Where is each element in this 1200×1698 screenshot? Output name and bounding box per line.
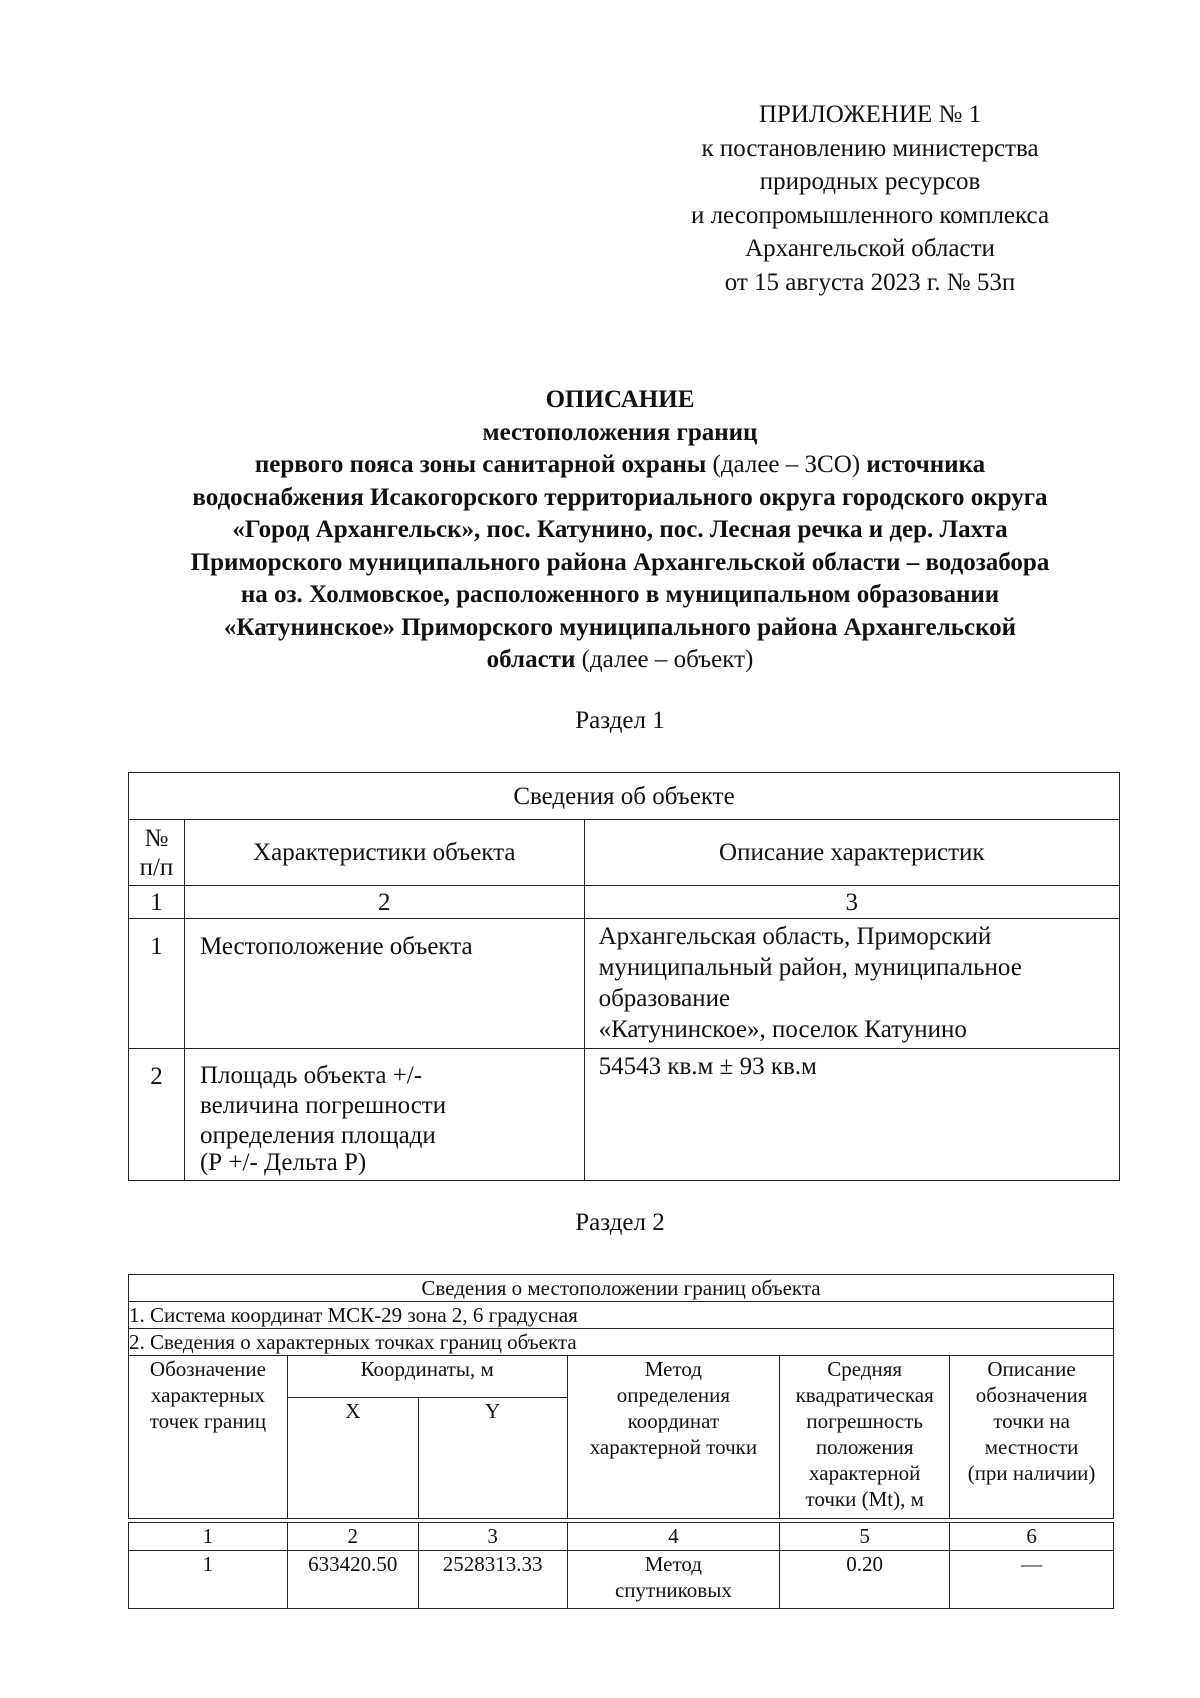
header-line: координат bbox=[627, 1409, 720, 1433]
header-coordinates: Координаты, м bbox=[287, 1356, 567, 1398]
header-description: Описание характеристик bbox=[584, 820, 1119, 886]
row-number: 1 bbox=[129, 919, 185, 1049]
row-description: 54543 кв.м ± 93 кв.м bbox=[584, 1049, 1119, 1181]
header-line: точек границ bbox=[149, 1409, 267, 1433]
header-line: погрешность bbox=[806, 1409, 924, 1433]
name-line: (Р +/- Дельта Р) bbox=[199, 1149, 367, 1176]
appendix-line: от 15 августа 2023 г. № 53п bbox=[724, 268, 1016, 296]
point-description: — bbox=[950, 1551, 1114, 1609]
col-number: 1 bbox=[129, 886, 185, 919]
col-number: 6 bbox=[950, 1523, 1114, 1551]
section-1-label: Раздел 1 bbox=[575, 707, 665, 734]
desc-line: Архангельская область, Приморский bbox=[598, 923, 992, 950]
header-designation bbox=[129, 1356, 288, 1519]
table-row bbox=[129, 1049, 1120, 1181]
header-method bbox=[567, 1356, 780, 1519]
title-bold: области bbox=[486, 646, 576, 673]
header-line: характерной bbox=[809, 1461, 921, 1485]
title-line bbox=[90, 644, 1150, 677]
row-name bbox=[184, 1049, 584, 1181]
desc-line: «Катунинское», поселок Катунино bbox=[598, 1016, 967, 1043]
desc-line: муниципальный район, муниципальное bbox=[598, 954, 1022, 981]
header-error bbox=[780, 1356, 950, 1519]
col-number: 2 bbox=[287, 1523, 418, 1551]
title-line: на оз. Холмовское, расположенного в муниципальном образовании bbox=[240, 581, 1000, 608]
header-line: Средняя bbox=[827, 1357, 903, 1381]
title-line: «Город Архангельск», пос. Катунино, пос. Лесная речка и дер. Лахта bbox=[232, 516, 1008, 543]
point-error: 0.20 bbox=[780, 1551, 950, 1609]
header-line: квадратическая bbox=[795, 1383, 934, 1407]
coord-system: 1. Система координат МСК-29 зона 2, 6 градусная bbox=[129, 1302, 1114, 1329]
header-line: Метод bbox=[644, 1357, 702, 1381]
title-normal: (далее – объект) bbox=[575, 646, 754, 673]
header-line: характерной точки bbox=[589, 1435, 758, 1459]
appendix-line: Архангельской области bbox=[745, 235, 995, 262]
header-line: (при наличии) bbox=[967, 1461, 1096, 1485]
boundary-points-table bbox=[128, 1274, 1114, 1609]
desc-line: образование bbox=[598, 985, 731, 1012]
method-line: спутниковых bbox=[614, 1578, 732, 1602]
appendix-line: и лесопромышленного комплекса bbox=[690, 201, 1050, 229]
title-line: «Катунинское» Приморского муниципального района Архангельской bbox=[223, 613, 1017, 641]
col-number: 3 bbox=[584, 886, 1119, 919]
table-row bbox=[129, 919, 1120, 1049]
header-line: Описание bbox=[987, 1357, 1076, 1381]
header-line: точки на bbox=[993, 1409, 1070, 1433]
col-number: 1 bbox=[129, 1523, 288, 1551]
table-title: Сведения о местоположении границ объекта bbox=[129, 1275, 1114, 1302]
header-x: X bbox=[287, 1398, 418, 1519]
col-number: 2 bbox=[184, 886, 584, 919]
col-number: 3 bbox=[418, 1523, 567, 1551]
header-line: местности bbox=[984, 1435, 1079, 1459]
row-name: Местоположение объекта bbox=[184, 919, 584, 1049]
header-number-line: п/п bbox=[139, 853, 174, 881]
title-bold: источника bbox=[866, 451, 986, 478]
method-line: Метод bbox=[644, 1552, 702, 1576]
title-bold: первого пояса зоны санитарной охраны bbox=[254, 451, 707, 478]
header-line: Обозначение bbox=[149, 1357, 266, 1381]
title-line: Приморского муниципального района Архангельской области – водозабора bbox=[190, 548, 1050, 576]
title-line bbox=[90, 449, 1150, 482]
header-line: определения bbox=[616, 1383, 730, 1407]
header-line: точки (Mt), м bbox=[805, 1487, 924, 1511]
col-number: 5 bbox=[780, 1523, 950, 1551]
point-method bbox=[567, 1551, 780, 1609]
section-2-label: Раздел 2 bbox=[575, 1209, 665, 1236]
header-description bbox=[950, 1356, 1114, 1519]
appendix-header bbox=[620, 98, 1120, 299]
header-number-line: № bbox=[144, 824, 169, 852]
document-title bbox=[90, 384, 1150, 677]
table-row bbox=[129, 1551, 1114, 1609]
points-title: 2. Сведения о характерных точках границ объекта bbox=[129, 1329, 1114, 1356]
header-characteristic: Характеристики объекта bbox=[184, 820, 584, 886]
object-info-table bbox=[128, 772, 1120, 1181]
title-normal: (далее – ЗСО) bbox=[706, 451, 867, 478]
point-y: 2528313.33 bbox=[418, 1551, 567, 1609]
table-title: Сведения об объекте bbox=[129, 773, 1120, 820]
appendix-line: природных ресурсов bbox=[759, 168, 981, 195]
header-line: характерных bbox=[150, 1383, 265, 1407]
point-x: 633420.50 bbox=[287, 1551, 418, 1609]
header-number bbox=[129, 820, 185, 886]
header-line: положения bbox=[815, 1435, 914, 1459]
header-y: Y bbox=[418, 1398, 567, 1519]
appendix-line: к постановлению министерства bbox=[701, 134, 1039, 162]
title-line: ОПИСАНИЕ bbox=[545, 386, 695, 413]
col-number: 4 bbox=[567, 1523, 780, 1551]
title-line: водоснабжения Исакогорского территориального округа городского округа bbox=[192, 483, 1048, 511]
point-number: 1 bbox=[129, 1551, 288, 1609]
name-line: величина погрешности bbox=[199, 1092, 447, 1119]
name-line: Площадь объекта +/- bbox=[199, 1062, 423, 1089]
title-line: местоположения границ bbox=[482, 418, 758, 446]
row-number: 2 bbox=[129, 1049, 185, 1181]
row-description bbox=[584, 919, 1119, 1049]
appendix-line: ПРИЛОЖЕНИЕ № 1 bbox=[758, 101, 982, 128]
name-line: определения площади bbox=[199, 1122, 436, 1149]
header-line: обозначения bbox=[975, 1383, 1088, 1407]
